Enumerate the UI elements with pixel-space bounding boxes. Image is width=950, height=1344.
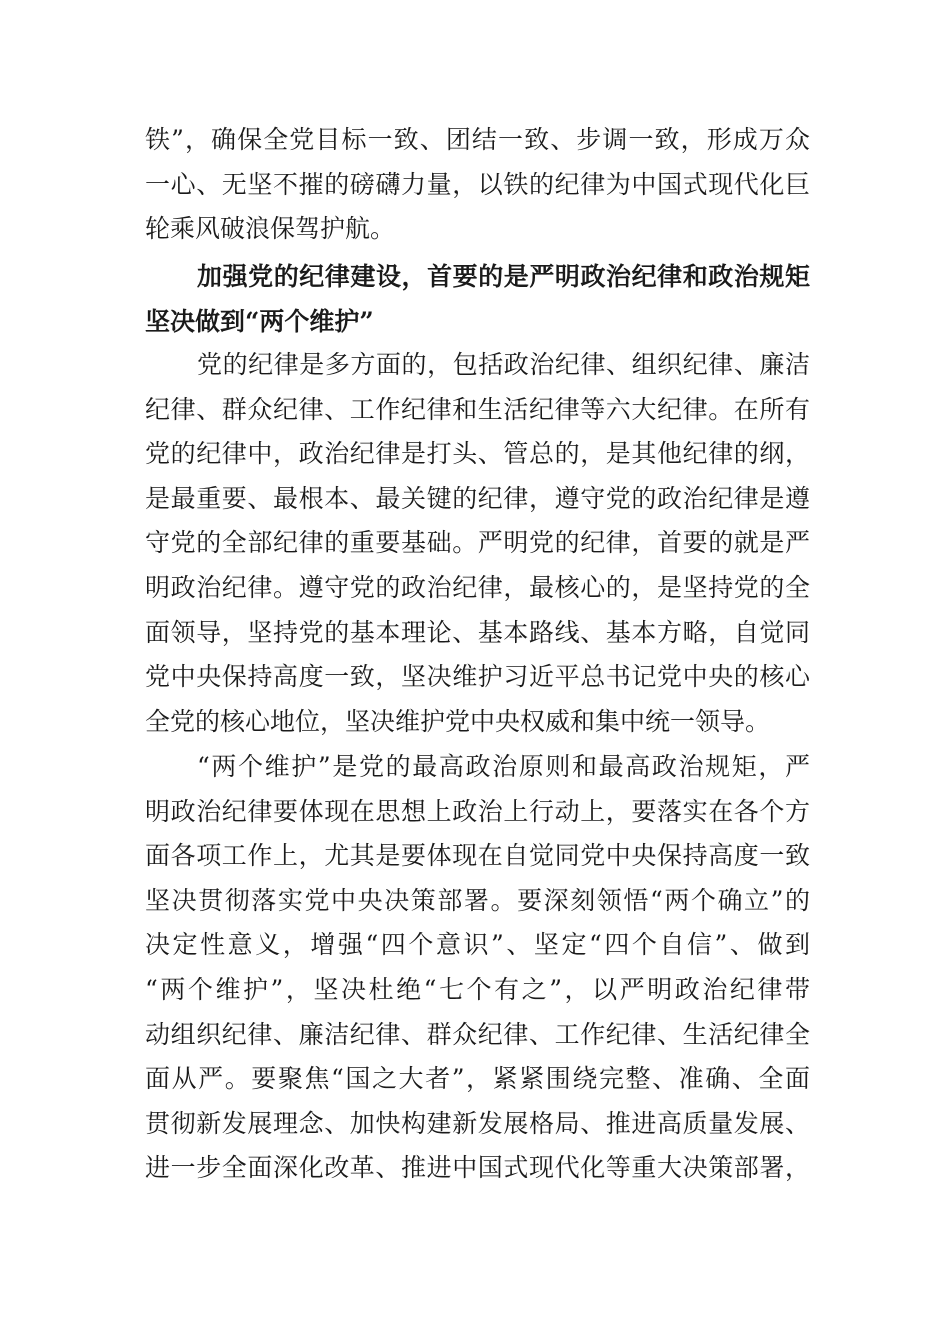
text-line: 党的纪律中，政治纪律是打头、管总的，是其他纪律的纲， — [145, 439, 810, 469]
text-line: 纪律、群众纪律、工作纪律和生活纪律等六大纪律。在所有 — [145, 394, 810, 424]
body-paragraph — [145, 745, 810, 1191]
text-line: 明政治纪律要体现在思想上政治上行动上，要落实在各个方 — [145, 796, 810, 826]
text-line: 面各项工作上，尤其是要体现在自觉同党中央保持高度一致 — [145, 841, 810, 871]
paragraph-continuation — [145, 118, 810, 252]
heading-line: 坚决做到“两个维护” — [145, 306, 374, 336]
body-paragraph — [145, 343, 810, 744]
text-line: 贯彻新发展理念、加快构建新发展格局、推进高质量发展、 — [145, 1108, 810, 1138]
text-line: 全党的核心地位，坚决维护党中央权威和集中统一领导。 — [145, 706, 771, 736]
text-line: 动组织纪律、廉洁纪律、群众纪律、工作纪律、生活纪律全 — [145, 1019, 810, 1049]
section-heading — [145, 255, 810, 344]
text-line: “两个维护”，坚决杜绝“七个有之”，以严明政治纪律带 — [145, 974, 810, 1004]
text-line: 坚决贯彻落实党中央决策部署。要深刻领悟“两个确立”的 — [145, 885, 810, 915]
text-line: 守党的全部纪律的重要基础。严明党的纪律，首要的就是严 — [145, 528, 810, 558]
text-line: 面从严。要聚焦“国之大者”，紧紧围绕完整、准确、全面 — [145, 1064, 810, 1094]
text-line: 轮乘风破浪保驾护航。 — [145, 214, 396, 244]
text-line: 进一步全面深化改革、推进中国式现代化等重大决策部署， — [145, 1153, 810, 1183]
text-line: 党中央保持高度一致，坚决维护习近平总书记党中央的核心 — [145, 662, 810, 692]
text-line: “两个维护”是党的最高政治原则和最高政治规矩，严 — [197, 752, 810, 781]
text-line: 铁”，确保全党目标一致、团结一致、步调一致，形成万众 — [145, 125, 810, 154]
text-line: 面领导，坚持党的基本理论、基本路线、基本方略，自觉同 — [145, 617, 810, 647]
text-line: 决定性意义，增强“四个意识”、坚定“四个自信”、做到 — [145, 930, 810, 960]
heading-line: 加强党的纪律建设，首要的是严明政治纪律和政治规矩 — [197, 262, 810, 291]
text-line: 一心、无坚不摧的磅礴力量，以铁的纪律为中国式现代化巨 — [145, 169, 810, 199]
text-line: 是最重要、最根本、最关键的纪律，遵守党的政治纪律是遵 — [145, 483, 810, 513]
text-line: 党的纪律是多方面的，包括政治纪律、组织纪律、廉洁 — [197, 350, 810, 379]
text-line: 明政治纪律。遵守党的政治纪律，最核心的，是坚持党的全 — [145, 572, 810, 602]
